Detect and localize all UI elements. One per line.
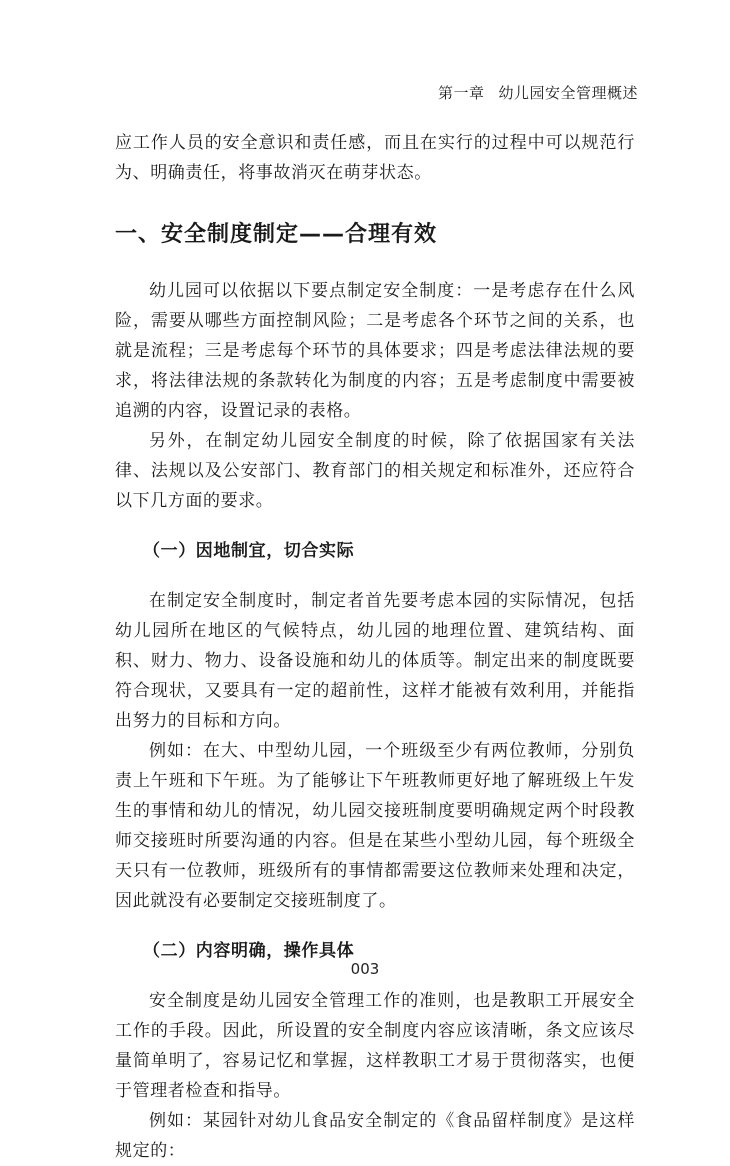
paragraph: 例如：在大、中型幼儿园，一个班级至少有两位教师，分别负责上午班和下午班。为了能够让下午班教师更好地了解班级上午发生的事情和幼儿的情况，幼儿园交接班制度要明确规定两个时段教师交接班时所要沟通的内容。但是在某些小型幼儿园，每个班级全天只有一位教师，班级所有的事情都需要这位教师来处理和决定，因此就没有必要制定交接班制度了。	[115, 741, 635, 911]
paragraph: 安全制度是幼儿园安全管理工作的准则，也是教职工开展安全工作的手段。因此，所设置的安全制度内容应该清晰，条文应该尽量简单明了，容易记忆和掌握，这样教职工才易于贯彻落实，也便于管理者检查和指导。	[115, 991, 635, 1101]
subsection-heading: （二）内容明确，操作具体	[143, 941, 355, 961]
section-heading: 一、安全制度制定——合理有效	[115, 222, 438, 247]
chapter-label: 第一章	[437, 84, 485, 102]
paragraph: 例如：某园针对幼儿食品安全制定的《食品留样制度》是这样规定的：	[115, 1111, 635, 1161]
chapter-title: 幼儿园安全管理概述	[498, 84, 638, 102]
paragraph: 在制定安全制度时，制定者首先要考虑本园的实际情况，包括幼儿园所在地区的气候特点，幼儿园的地理位置、建筑结构、面积、财力、物力、设备设施和幼儿的体质等。制定出来的制度既要符合现状，又要具有一定的超前性，这样才能被有效利用，并能指出努力的目标和方向。	[115, 591, 635, 731]
running-header	[438, 82, 638, 103]
paragraph: 另外，在制定幼儿园安全制度的时候，除了依据国家有关法律、法规以及公安部门、教育部门的相关规定和标准外，还应符合以下几方面的要求。	[115, 431, 635, 511]
paragraph: 幼儿园可以依据以下要点制定安全制度：一是考虑存在什么风险，需要从哪些方面控制风险；二是考虑各个环节之间的关系，也就是流程；三是考虑每个环节的具体要求；四是考虑法律法规的要求，将法律法规的条款转化为制度的内容；五是考虑制度中需要被追溯的内容，设置记录的表格。	[115, 281, 635, 421]
subsection-heading: （一）因地制宜，切合实际	[143, 541, 355, 561]
paragraph: 应工作人员的安全意识和责任感，而且在实行的过程中可以规范行为、明确责任，将事故消灭在萌芽状态。	[115, 133, 635, 183]
page-content	[115, 128, 635, 1166]
page-number: 003	[350, 960, 380, 978]
